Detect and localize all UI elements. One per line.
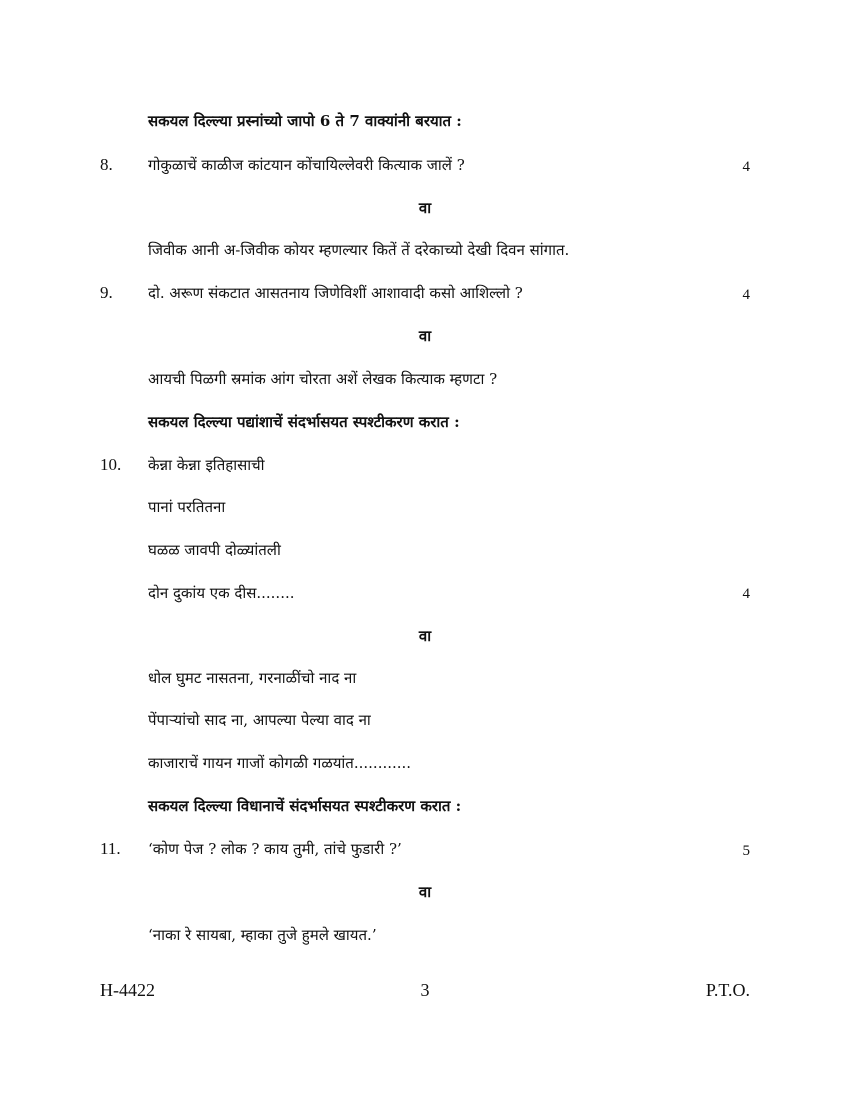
- question-10-alt-line-2: पेंपाऱ्यांचो साद ना, आपल्या पेल्या वाद ना: [148, 711, 371, 729]
- question-9-text: दो. अरूण संकटात आसतनाय जिणेविशीं आशावादी कसो आशिल्लो ?: [148, 284, 523, 302]
- or-separator: वा: [418, 627, 432, 645]
- or-separator: वा: [418, 883, 432, 901]
- question-number-8: 8.: [100, 155, 113, 174]
- question-11-alternative: ‘नाका रे सायबा, म्हाका तुजे हुमले खायत.’: [148, 926, 377, 944]
- instruction-explain-poems: सकयल दिल्ल्या पद्यांशाचें संदर्भासयत स्पश्टीकरण करात :: [148, 413, 460, 431]
- question-9-marks: 4: [742, 287, 750, 303]
- please-turn-over: P.T.O.: [705, 980, 750, 1000]
- question-8-text: गोकुळाचें काळीज कांटयान कोंचायिल्लेवरी कित्याक जालें ?: [148, 156, 465, 174]
- question-9-alternative: आयची पिळगी स्रमांक आंग चोरता अशें लेखक कित्याक म्हणटा ?: [148, 370, 498, 388]
- question-10-line-2: पानां परतितना: [148, 498, 226, 516]
- or-separator: वा: [418, 327, 432, 345]
- or-separator: वा: [418, 199, 432, 217]
- question-8-marks: 4: [742, 159, 750, 175]
- question-11-marks: 5: [742, 843, 750, 859]
- question-10-line-1: केन्ना केन्ना इतिहासाची: [148, 456, 265, 474]
- paper-code: H-4422: [100, 980, 155, 1000]
- question-10-line-4: दोन दुकांय एक दीस........: [148, 584, 295, 602]
- question-number-11: 11.: [100, 839, 121, 858]
- question-10-alt-line-3: काजाराचें गायन गाजों कोगळी गळयांत............: [148, 754, 412, 772]
- question-number-9: 9.: [100, 283, 113, 302]
- question-10-marks: 4: [742, 586, 750, 602]
- question-10-alt-line-1: धोल घुमट नासतना, गरनाळींचो नाद ना: [148, 669, 357, 687]
- question-11-text: ‘कोण पेज ? लोक ? काय तुमी, तांचे फुडारी ?’: [148, 840, 402, 858]
- question-10-line-3: घळळ जावपी दोळ्यांतली: [148, 541, 281, 559]
- question-8-alternative: जिवीक आनी अ-जिवीक कोयर म्हणल्यार कितें तें दरेकाच्यो देखी दिवन सांगात.: [148, 241, 570, 259]
- instruction-explain-statements: सकयल दिल्ल्या विधानाचें संदर्भासयत स्पश्टीकरण करात :: [148, 797, 462, 815]
- instruction-answer-prompts: सकयल दिल्ल्या प्रस्नांच्यो जापो 6 ते 7 वाक्यांनी बरयात :: [148, 112, 462, 130]
- question-number-10: 10.: [100, 455, 122, 474]
- page-number: 3: [420, 980, 430, 1000]
